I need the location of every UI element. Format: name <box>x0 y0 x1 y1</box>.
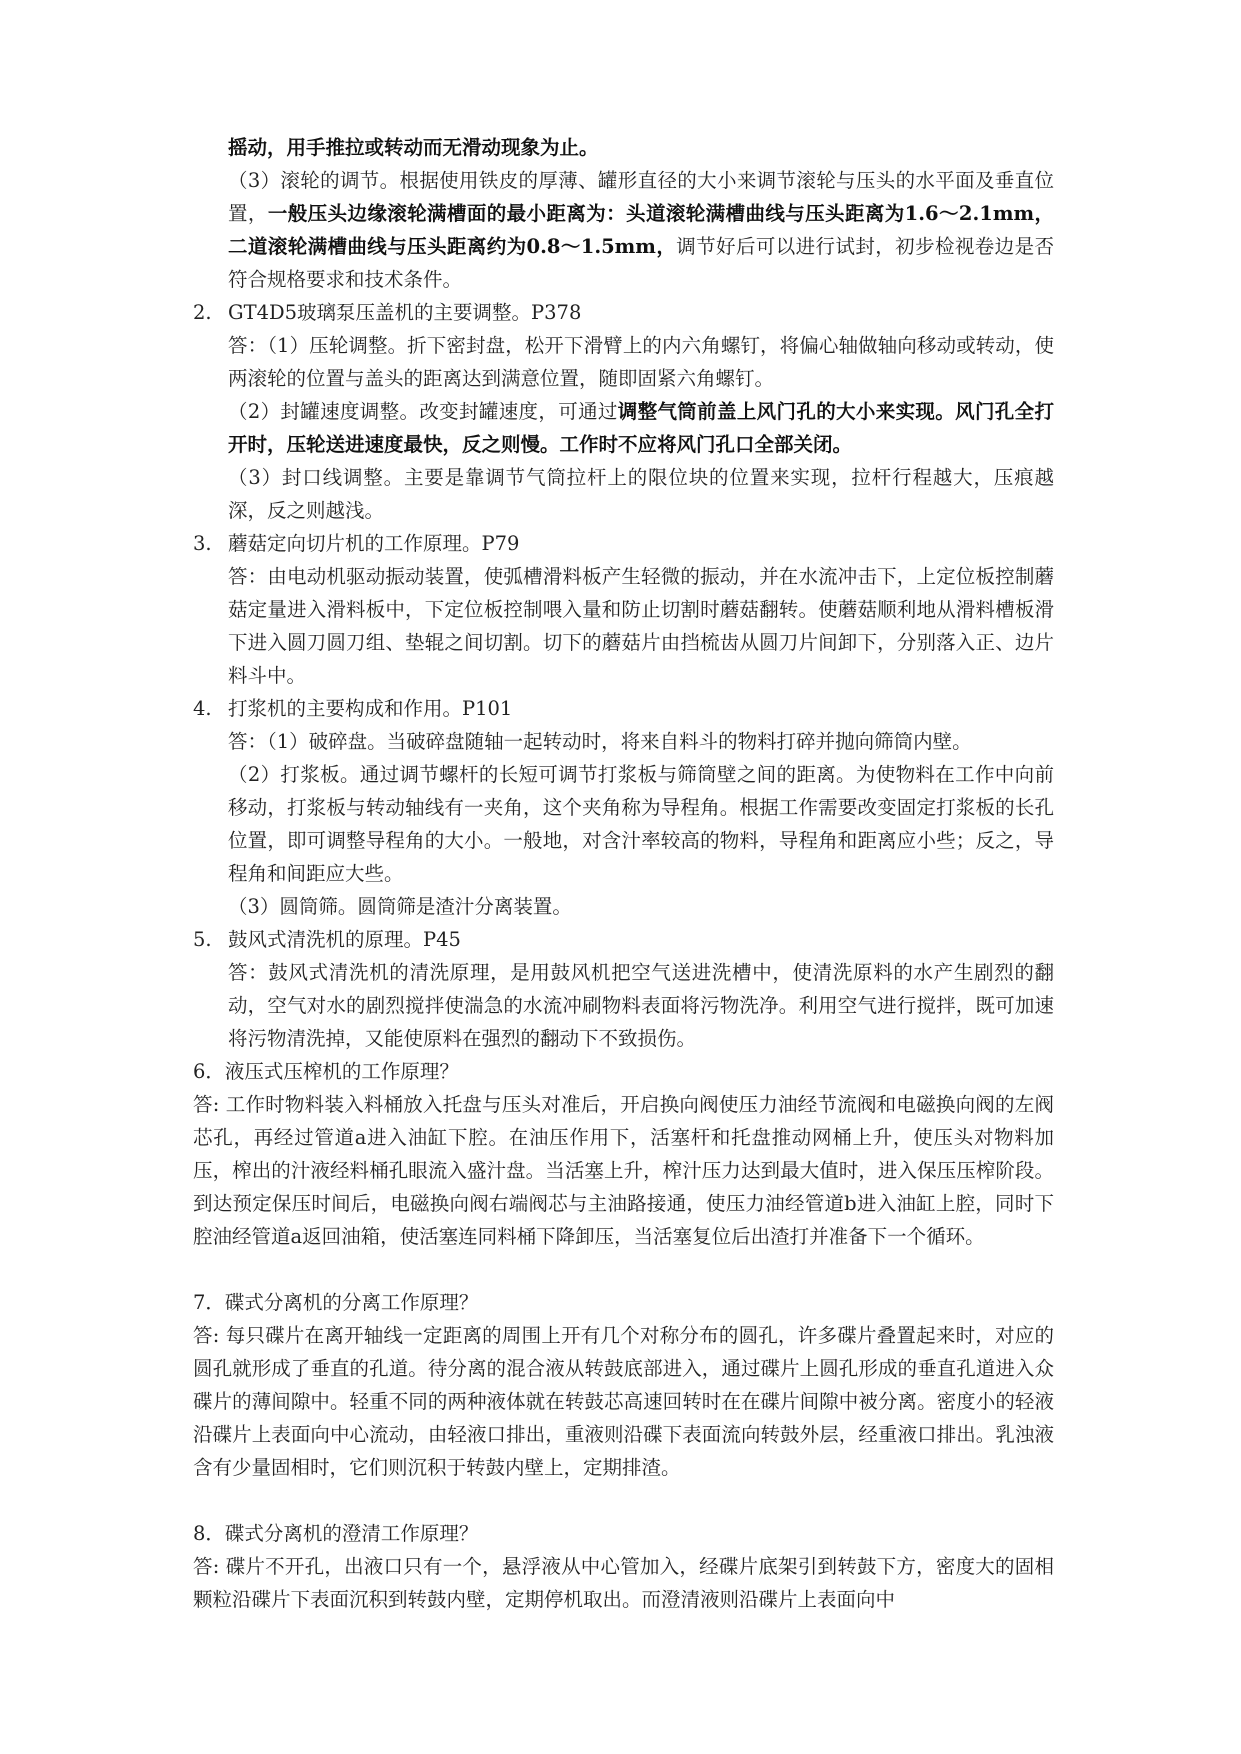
q3-answer: 答：由电动机驱动振动装置，使弧槽滑料板产生轻微的振动，并在水流冲击下，上定位板控制蘑菇定量进入滑料板中，下定位板控制喂入量和防止切割时蘑菇翻转。使蘑菇顺利地从滑料槽板滑下进入圆刀圆刀组、垫辊之间切割。切下的蘑菇片由挡梳齿从圆刀片间卸下，分别落入正、边片料斗中。 <box>228 565 1054 687</box>
q1-sub3-text-a: （3）滚轮的调节。根据使用铁皮的厚薄、罐形直径的大小来调节滚轮与压头的水平面及垂直位置， <box>228 169 1054 225</box>
q5-title: 鼓风式清洗机的原理。P45 <box>228 928 461 951</box>
q2-answer-2-bold: 调整气筒前盖上风门孔的大小来实现。风门孔全打开时，压轮送进速度最快，反之则慢。工作时不应将风门孔口全部关闭。 <box>228 400 1054 456</box>
q1-sub3-text-b: 调节好后可以进行试封，初步检视卷边是否符合规格要求和技术条件。 <box>228 235 1054 291</box>
q7-answer: 答: 每只碟片在离开轴线一定距离的周围上开有几个对称分布的圆孔，许多碟片叠置起来时，对应的圆孔就形成了垂直的孔道。待分离的混合液从转鼓底部进入，通过碟片上圆孔形成的垂直孔道进入众碟片的薄间隙中。轻重不同的两种液体就在转鼓芯高速回转时在在碟片间隙中被分离。密度小的轻液沿碟片上表面向中心流动，由轻液口排出，重液则沿碟下表面流向转鼓外层，经重液口排出。乳浊液含有少量固相时，它们则沉积于转鼓内壁上，定期排渣。 <box>193 1324 1054 1479</box>
q1-sub3 <box>228 164 1054 296</box>
q2-answer-3: （3）封口线调整。主要是靠调节气筒拉杆上的限位块的位置来实现，拉杆行程越大，压痕越深，反之则越浅。 <box>228 466 1054 522</box>
q4-title: 打浆机的主要构成和作用。P101 <box>228 697 513 720</box>
q4-answer-1: 答：（1）破碎盘。当破碎盘随轴一起转动时，将来自料斗的物料打碎并抛向筛筒内壁。 <box>228 730 972 753</box>
q3-title: 蘑菇定向切片机的工作原理。P79 <box>228 532 520 555</box>
q5-number: 5. <box>193 928 212 951</box>
q4-answer-2: （2）打浆板。通过调节螺杆的长短可调节打浆板与筛筒壁之间的距离。为使物料在工作中向前移动，打浆板与转动轴线有一夹角，这个夹角称为导程角。根据工作需要改变固定打浆板的长孔位置，即可调整导程角的大小。一般地，对含汁率较高的物料，导程角和距离应小些；反之，导程角和间距应大些。 <box>228 763 1054 885</box>
q8-answer: 答: 碟片不开孔，出液口只有一个，悬浮液从中心管加入，经碟片底架引到转鼓下方，密度大的固相颗粒沿碟片下表面沉积到转鼓内壁，定期停机取出。而澄清液则沿碟片上表面向中 <box>193 1555 1054 1611</box>
q1-continuation <box>228 131 1054 164</box>
q2-answer-1: 答：（1）压轮调整。折下密封盘，松开下滑臂上的内六角螺钉，将偏心轴做轴向移动或转动，使两滚轮的位置与盖头的距离达到满意位置，随即固紧六角螺钉。 <box>228 334 1054 390</box>
q2-title: GT4D5玻璃泵压盖机的主要调整。P378 <box>228 301 582 324</box>
q4-number: 4. <box>193 697 212 720</box>
q7-title: 7．碟式分离机的分离工作原理？ <box>193 1291 479 1314</box>
q4-answer-3: （3）圆筒筛。圆筒筛是渣汁分离装置。 <box>228 895 572 918</box>
q2-number: 2. <box>193 301 212 324</box>
q3-number: 3. <box>193 532 212 555</box>
q8-title: 8．碟式分离机的澄清工作原理？ <box>193 1522 479 1545</box>
q5-answer: 答：鼓风式清洗机的清洗原理，是用鼓风机把空气送进洗槽中，使清洗原料的水产生剧烈的翻动，空气对水的剧烈搅拌使湍急的水流冲刷物料表面将污物洗净。利用空气进行搅拌，既可加速将污物清洗掉，又能使原料在强烈的翻动下不致损伤。 <box>228 961 1054 1050</box>
q6-title: 6．液压式压榨机的工作原理？ <box>193 1060 459 1083</box>
q2-answer-2 <box>228 395 1054 461</box>
q1-sub3-bold: 一般压头边缘滚轮满槽面的最小距离为：头道滚轮满槽曲线与压头距离为1.6～2.1mm，二道滚轮满槽曲线与压头距离约为0.8～1.5mm， <box>228 202 1054 258</box>
q1-bold-line: 摇动，用手推拉或转动而无滑动现象为止。 <box>228 136 599 159</box>
q6-answer: 答: 工作时物料装入料桶放入托盘与压头对准后，开启换向阀使压力油经节流阀和电磁换向阀的左阀芯孔，再经过管道a进入油缸下腔。在油压作用下，活塞杆和托盘推动网桶上升，使压头对物料加压，榨出的汁液经料桶孔眼流入盛汁盘。当活塞上升，榨汁压力达到最大值时，进入保压压榨阶段。到达预定保压时间后，电磁换向阀右端阀芯与主油路接通，使压力油经管道b进入油缸上腔，同时下腔油经管道a返回油箱，使活塞连同料桶下降卸压，当活塞复位后出渣打并准备下一个循环。 <box>193 1093 1054 1248</box>
q2-answer-2-text: （2）封罐速度调整。改变封罐速度，可通过 <box>228 400 618 423</box>
